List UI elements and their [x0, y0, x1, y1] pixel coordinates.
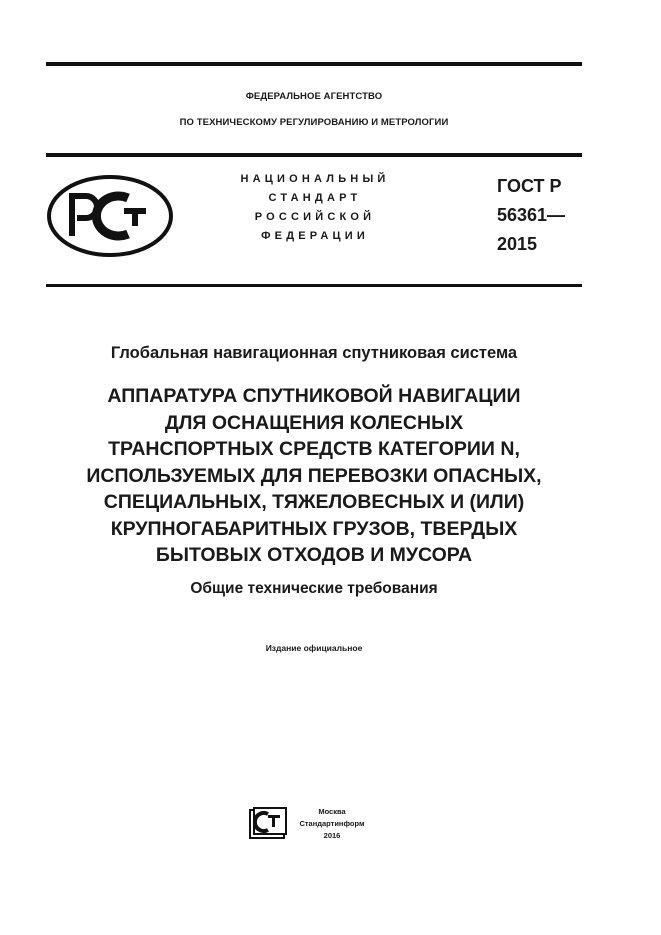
gost-number: 56361—	[497, 205, 566, 225]
edition-note: Издание официальное	[265, 643, 363, 653]
gost-designation	[497, 172, 587, 259]
national-standard-label	[220, 172, 410, 248]
national-line-1: НАЦИОНАЛЬНЫЙ	[240, 173, 390, 185]
publisher-logo	[248, 806, 288, 840]
agency-line-2: ПО ТЕХНИЧЕСКОМУ РЕГУЛИРОВАНИЮ И МЕТРОЛОГИИ	[179, 117, 449, 128]
title-line: ИСПОЛЬЗУЕМЫХ ДЛЯ ПЕРЕВОЗКИ ОПАСНЫХ,	[86, 464, 542, 487]
publisher-year: 2016	[323, 831, 341, 840]
national-line-2: СТАНДАРТ	[268, 192, 362, 204]
publisher-name: Стандартинформ	[299, 819, 365, 828]
rst-logo	[46, 174, 174, 258]
title-line: ДЛЯ ОСНАЩЕНИЯ КОЛЕСНЫХ	[164, 411, 464, 434]
title-line: АППАРАТУРА СПУТНИКОВОЙ НАВИГАЦИИ	[107, 385, 521, 407]
title-line: ТРАНСПОРТНЫХ СРЕДСТВ КАТЕГОРИИ N,	[108, 438, 520, 460]
title-line: СПЕЦИАЛЬНЫХ, ТЯЖЕЛОВЕСНЫХ И (ИЛИ)	[103, 491, 525, 513]
title-line: КРУПНОГАБАРИТНЫХ ГРУЗОВ, ТВЕРДЫХ	[110, 517, 518, 540]
top-rule	[46, 62, 582, 66]
gost-year: 2015	[497, 234, 538, 254]
publisher-info	[292, 806, 372, 842]
header-rule	[46, 153, 582, 157]
agency-line-1: ФЕДЕРАЛЬНОЕ АГЕНТСТВО	[245, 91, 383, 102]
national-line-4: ФЕДЕРАЦИИ	[261, 230, 369, 242]
publisher-city: Москва	[318, 807, 346, 816]
national-line-3: РОССИЙСКОЙ	[254, 211, 376, 223]
gost-prefix: ГОСТ Р	[497, 176, 562, 196]
title-line: БЫТОВЫХ ОТХОДОВ И МУСОРА	[155, 544, 473, 566]
standard-rule	[46, 284, 582, 287]
requirements-heading: Общие технические требования	[190, 580, 438, 597]
document-subtitle: Глобальная навигационная спутниковая система	[110, 344, 518, 362]
document-title	[40, 383, 588, 569]
